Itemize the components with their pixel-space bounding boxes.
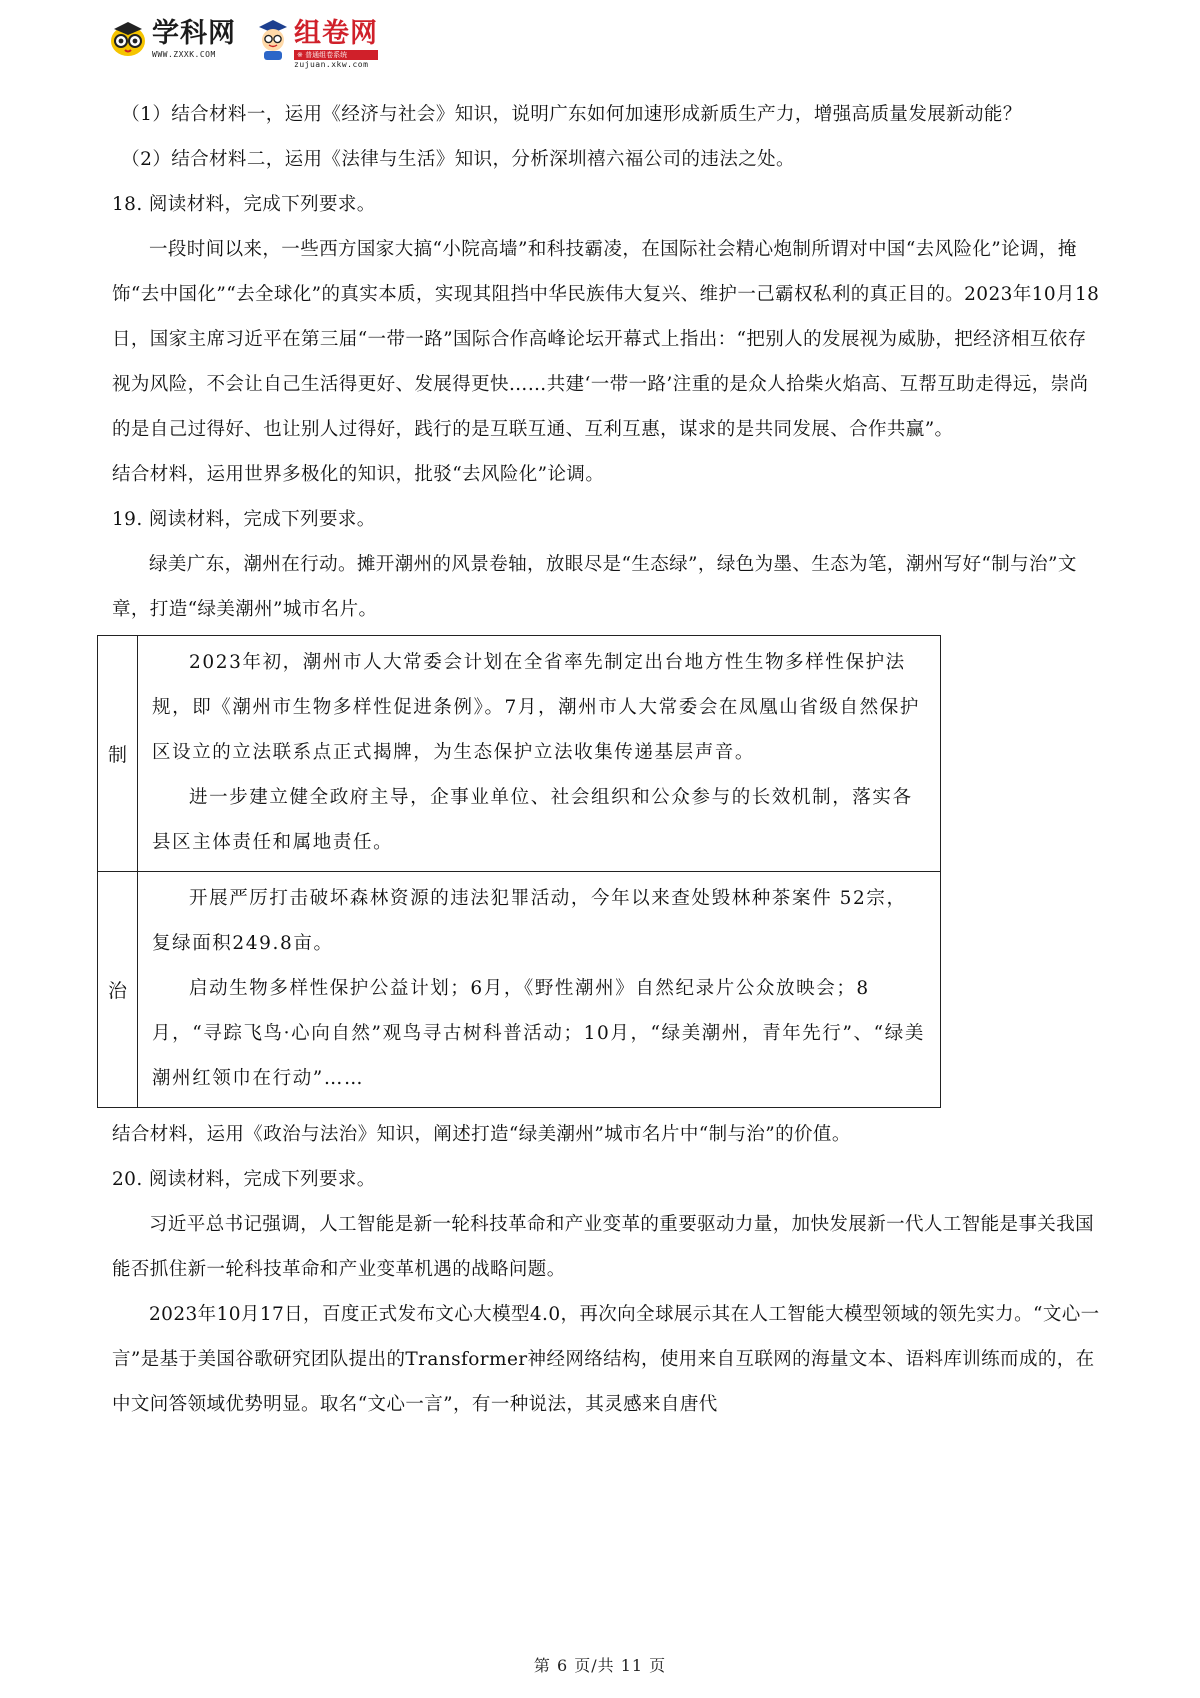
zujuan-logo-url: zujuan.xkw.com	[294, 60, 369, 69]
question-19-title: 19. 阅读材料，完成下列要求。	[112, 509, 376, 530]
zujuan-logo-name: 组卷网	[294, 18, 378, 49]
xkw-logo-url: WWW.ZXXK.COM	[152, 50, 216, 59]
xkw-logo[interactable]	[108, 18, 236, 60]
question-17-part-1: （1）结合材料一，运用《经济与社会》知识，说明广东如何加速形成新质生产力，增强高质量发展新动能？	[121, 104, 1022, 125]
question-20-material-1: 习近平总书记强调，人工智能是新一轮科技革命和产业变革的重要驱动力量，加快发展新一代人工智能是事关我国能否抓住新一轮科技革命和产业变革机遇的战略问题。	[112, 1214, 1095, 1280]
student-mascot-icon	[256, 18, 290, 60]
row-label-zhi: 制	[98, 636, 138, 872]
table-paragraph: 2023年初，潮州市人大常委会计划在全省率先制定出台地方性生物多样性保护法规，即《潮州市生物多样性促进条例》。7月，潮州市人大常委会在凤凰山省级自然保护区设立的立法联系点正式揭牌，为生态保护立法收集传递基层声音。	[152, 652, 920, 763]
table-paragraph: 开展严厉打击破坏森林资源的违法犯罪活动，今年以来查处毁林种茶案件 52宗，复绿面积249.8亩。	[152, 888, 907, 954]
xkw-logo-name: 学科网	[152, 18, 236, 49]
row-label-zhi-governance: 治	[98, 872, 138, 1107]
question-17-part-2: （2）结合材料二，运用《法律与生活》知识，分析深圳禧六福公司的违法之处。	[121, 149, 795, 170]
question-19-intro: 绿美广东，潮州在行动。摊开潮州的风景卷轴，放眼尽是“生态绿”，绿色为墨、生态为笔，潮州写好“制与治”文章，打造“绿美潮州”城市名片。	[112, 554, 1077, 620]
zujuan-logo-sub: ※ 普通组卷系统	[294, 50, 378, 60]
table-paragraph: 进一步建立健全政府主导，企事业单位、社会组织和公众参与的长效机制，落实各县区主体责任和属地责任。	[152, 787, 913, 853]
table-paragraph: 启动生物多样性保护公益计划；6月，《野性潮州》自然纪录片公众放映会；8月，“寻踪飞鸟·心向自然”观鸟寻古树科普活动；10月，“绿美潮州，青年先行”、“绿美潮州红领巾在行动”……	[152, 978, 925, 1089]
page-header	[108, 18, 708, 78]
row-body-zhi	[138, 636, 940, 872]
question-18-title: 18. 阅读材料，完成下列要求。	[112, 194, 376, 215]
question-19-prompt: 结合材料，运用《政治与法治》知识，阐述打造“绿美潮州”城市名片中“制与治”的价值。	[112, 1124, 851, 1145]
zujuan-logo[interactable]	[256, 18, 378, 70]
page-content	[107, 92, 1102, 1427]
material-table	[97, 635, 941, 1108]
question-20-material-2: 2023年10月17日，百度正式发布文心大模型4.0，再次向全球展示其在人工智能大模型领域的领先实力。“文心一言”是基于美国谷歌研究团队提出的Transformer神经网络结构，使用来自互联网的海量文本、语料库训练而成的，在中文问答领域优势明显。取名“文心一言”，有一种说法，其灵感来自唐代	[112, 1304, 1100, 1415]
question-18-prompt: 结合材料，运用世界多极化的知识，批驳“去风险化”论调。	[112, 464, 605, 485]
question-20-title: 20. 阅读材料，完成下列要求。	[112, 1169, 376, 1190]
owl-mascot-icon	[108, 18, 148, 58]
row-body-zhi-governance	[138, 872, 940, 1107]
question-18-material: 一段时间以来，一些西方国家大搞“小院高墙”和科技霸凌，在国际社会精心炮制所谓对中国“去风险化”论调，掩饰“去中国化”“去全球化”的真实本质，实现其阻挡中华民族伟大复兴、维护一己霸权私利的真正目的。2023年10月18日，国家主席习近平在第三届“一带一路”国际合作高峰论坛开幕式上指出：“把别人的发展视为威胁，把经济相互依存视为风险，不会让自己生活得更好、发展得更快……共建‘一带一路’注重的是众人拾柴火焰高、互帮互助走得远，崇尚的是自己过得好、也让别人过得好，践行的是互联互通、互利互惠，谋求的是共同发展、合作共赢”。	[112, 239, 1100, 440]
page-number: 第 6 页/共 11 页	[533, 1656, 667, 1675]
